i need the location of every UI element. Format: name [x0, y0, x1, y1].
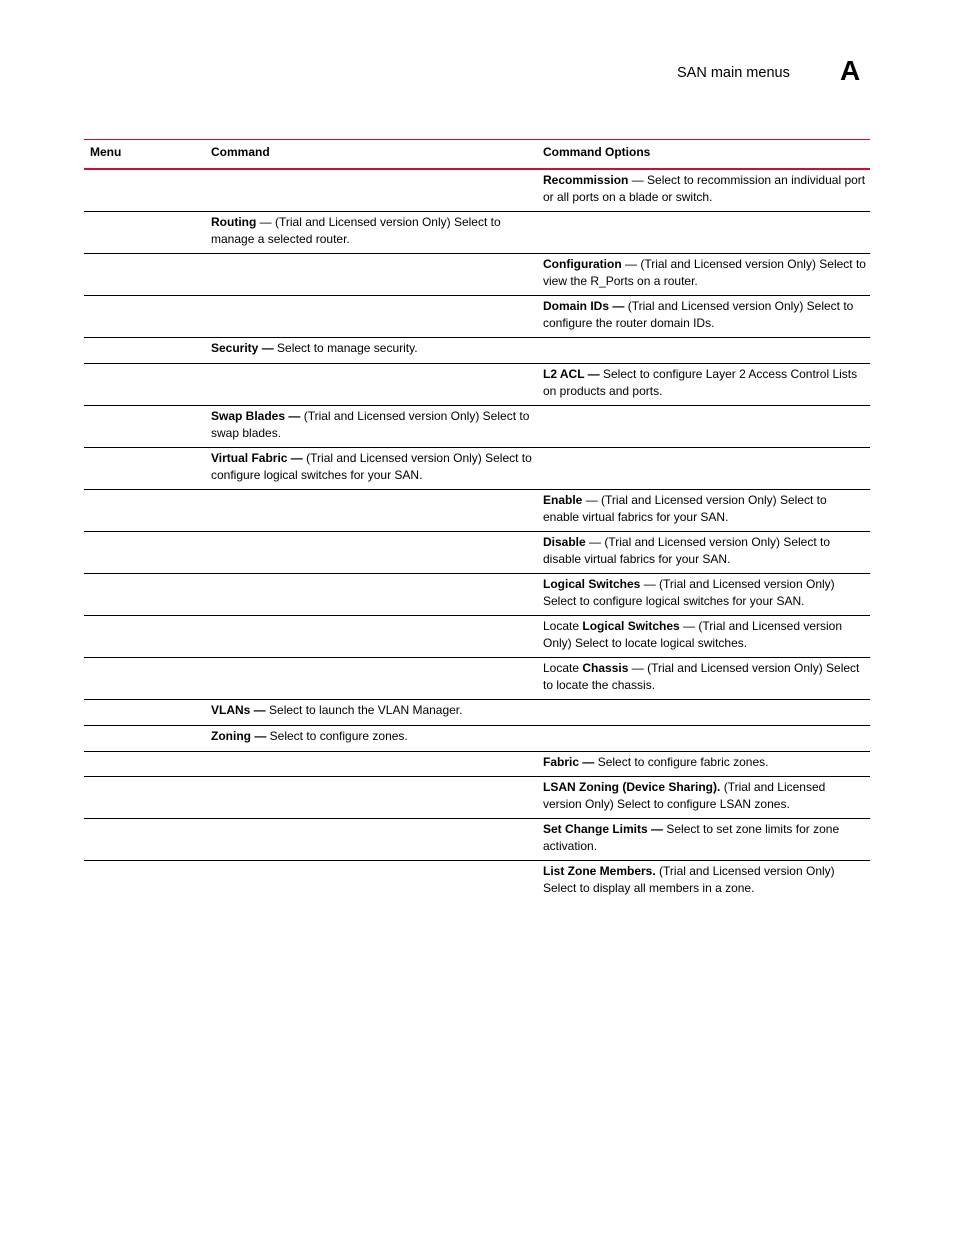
command-cell: VLANs — Select to launch the VLAN Manager. — [211, 703, 463, 717]
menu-cell — [84, 170, 205, 211]
option-cell: Disable — (Trial and Licensed version Only) Select to disable virtual fabrics for your SAN. — [543, 535, 831, 566]
menu-cell — [84, 777, 205, 818]
command-cell — [205, 254, 538, 295]
table-row — [84, 819, 870, 861]
table-row — [84, 777, 870, 819]
table-row — [84, 700, 870, 726]
command-term: Routing — [211, 215, 257, 229]
table-row — [84, 658, 870, 700]
command-cell — [205, 861, 538, 903]
command-cell: Virtual Fabric — (Trial and Licensed version Only) Select to configure logical switches for your SAN. — [211, 451, 532, 482]
command-term: Zoning — — [211, 729, 267, 743]
option-term: L2 ACL — — [543, 367, 600, 381]
option-cell: Fabric — Select to configure fabric zones. — [543, 755, 769, 769]
column-header-command: Command — [211, 145, 270, 159]
command-cell: Security — Select to manage security. — [211, 341, 418, 355]
command-term: Virtual Fabric — — [211, 451, 303, 465]
option-cell: Enable — (Trial and Licensed version Only) Select to enable virtual fabrics for your SAN. — [543, 493, 827, 524]
appendix-letter: A — [840, 55, 861, 86]
command-cell — [205, 658, 538, 699]
menu-cell — [84, 490, 205, 531]
command-cell — [205, 616, 538, 657]
option-cell: LSAN Zoning (Device Sharing). (Trial and Licensed version Only) Select to configure LSAN zones. — [543, 780, 826, 811]
table-row — [84, 338, 870, 364]
option-cell: Recommission — Select to recommission an individual port or all ports on a blade or switch. — [543, 173, 866, 204]
menu-cell — [84, 752, 205, 776]
menu-cell — [84, 616, 205, 657]
option-term: List Zone Members. — [543, 864, 656, 878]
command-cell — [205, 819, 538, 860]
option-term: Fabric — — [543, 755, 595, 769]
table-row — [84, 296, 870, 338]
table-row — [84, 490, 870, 532]
menu-cell — [84, 819, 205, 860]
command-term: VLANs — — [211, 703, 266, 717]
command-cell: Routing — (Trial and Licensed version Only) Select to manage a selected router. — [211, 215, 501, 246]
command-cell — [205, 490, 538, 531]
option-cell — [538, 338, 870, 363]
menu-cell — [84, 338, 205, 363]
menu-command-table — [84, 139, 870, 903]
option-term: Chassis — [582, 661, 629, 675]
command-term: Security — — [211, 341, 274, 355]
option-cell: Set Change Limits — Select to set zone limits for zone activation. — [543, 822, 840, 853]
option-cell — [538, 406, 870, 447]
option-term: Set Change Limits — — [543, 822, 664, 836]
menu-cell — [84, 700, 205, 725]
table-row — [84, 726, 870, 752]
table-row — [84, 448, 870, 490]
column-header-command-options: Command Options — [543, 145, 651, 159]
menu-cell — [84, 364, 205, 405]
command-cell — [205, 574, 538, 615]
table-row — [84, 752, 870, 777]
command-term: Swap Blades — — [211, 409, 301, 423]
command-cell: Swap Blades — (Trial and Licensed version Only) Select to swap blades. — [211, 409, 530, 440]
option-cell: List Zone Members. (Trial and Licensed version Only) Select to display all members in a zone. — [543, 864, 835, 895]
menu-cell — [84, 296, 205, 337]
command-cell — [205, 532, 538, 573]
table-row — [84, 574, 870, 616]
option-cell: Locate Chassis — (Trial and Licensed version Only) Select to locate the chassis. — [543, 661, 860, 692]
option-term: LSAN Zoning (Device Sharing). — [543, 780, 721, 794]
column-header-menu: Menu — [90, 145, 122, 159]
table-row — [84, 254, 870, 296]
option-term: Configuration — [543, 257, 622, 271]
option-cell — [538, 212, 870, 253]
table-row — [84, 861, 870, 903]
page-section-title: SAN main menus — [677, 65, 790, 81]
menu-cell — [84, 658, 205, 699]
option-term: Domain IDs — — [543, 299, 625, 313]
option-cell: Configuration — (Trial and Licensed version Only) Select to view the R_Ports on a router. — [543, 257, 866, 288]
option-term: Disable — [543, 535, 586, 549]
command-cell — [205, 170, 538, 211]
table-row — [84, 532, 870, 574]
menu-cell — [84, 448, 205, 489]
option-term: Logical Switches — [582, 619, 680, 633]
table-row — [84, 212, 870, 254]
option-cell: Locate Logical Switches — (Trial and Licensed version Only) Select to locate logical switches. — [543, 619, 843, 650]
menu-cell — [84, 574, 205, 615]
menu-cell — [84, 532, 205, 573]
command-cell — [205, 296, 538, 337]
menu-cell — [84, 254, 205, 295]
option-term: Logical Switches — [543, 577, 641, 591]
command-cell — [205, 364, 538, 405]
menu-cell — [84, 212, 205, 253]
table-row — [84, 364, 870, 406]
command-cell: Zoning — Select to configure zones. — [211, 729, 408, 743]
menu-cell — [84, 861, 205, 903]
command-cell — [205, 777, 538, 818]
option-cell — [538, 448, 870, 489]
option-cell — [538, 726, 870, 751]
option-cell: L2 ACL — Select to configure Layer 2 Access Control Lists on products and ports. — [543, 367, 858, 398]
command-cell — [205, 752, 538, 776]
table-header — [84, 139, 870, 170]
table-row — [84, 170, 870, 212]
menu-cell — [84, 406, 205, 447]
option-cell — [538, 700, 870, 725]
option-cell: Logical Switches — (Trial and Licensed version Only) Select to configure logical switches for your SAN. — [543, 577, 835, 608]
table-row — [84, 406, 870, 448]
option-cell: Domain IDs — (Trial and Licensed version Only) Select to configure the router domain IDs. — [543, 299, 854, 330]
menu-cell — [84, 726, 205, 751]
table-row — [84, 616, 870, 658]
option-term: Recommission — [543, 173, 629, 187]
option-term: Enable — [543, 493, 583, 507]
